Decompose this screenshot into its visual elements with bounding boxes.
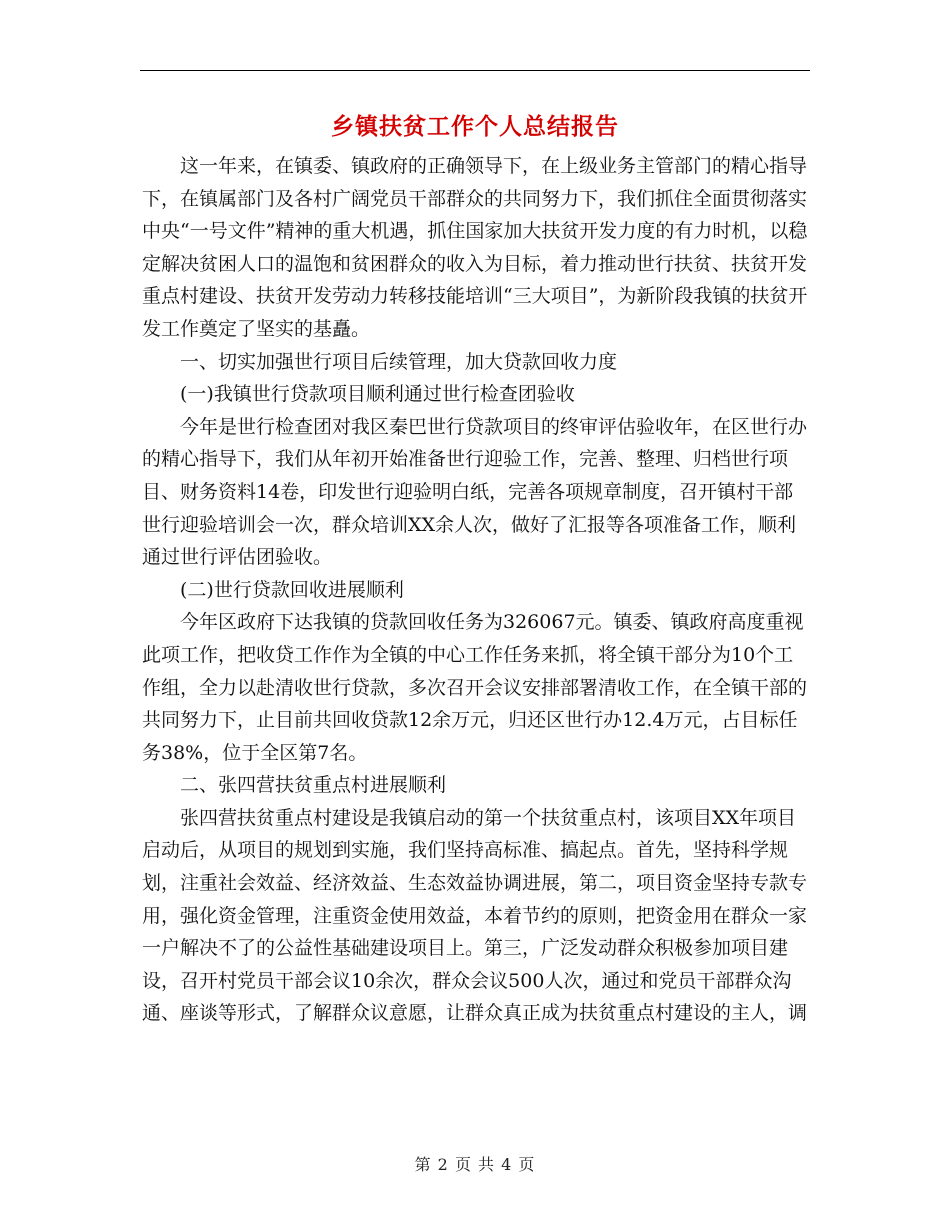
section-heading-2: 二、张四营扶贫重点村进展顺利: [180, 774, 447, 797]
section-heading-1: 一、切实加强世行项目后续管理，加大贷款回收力度: [180, 350, 618, 373]
subsection-heading-1-2: (二)世行贷款回收进展顺利: [180, 578, 404, 601]
page-number: 第 2 页 共 4 页: [414, 1155, 536, 1174]
subsection-heading-1-1: (一)我镇世行贷款项目顺利通过世行检查团验收: [180, 383, 575, 406]
document-body: [142, 150, 810, 1030]
header-rule: [140, 70, 810, 71]
paragraph-world-bank-inspection: 今年是世行检查团对我区秦巴世行贷款项目的终审评估验收年，在区世行办的精心指导下，我们从年初开始准备世行迎验工作，完善、整理、归档世行项目、财务资料14卷，印发世行迎验明白纸，完善各项规章制度，召开镇村干部世行迎验培训会一次，群众培训XX余人次，做好了汇报等各项准备工作，顺利通过世行评估团验收。: [142, 415, 808, 569]
document-title: 乡镇扶贫工作个人总结报告: [331, 114, 619, 140]
paragraph-loan-recovery: 今年区政府下达我镇的贷款回收任务为326067元。镇委、镇政府高度重视此项工作，把收贷工作作为全镇的中心工作任务来抓，将全镇干部分为10个工作组，全力以赴清收世行贷款，多次召开会议安排部署清收工作，在全镇干部的共同努力下，止目前共回收贷款12余万元，归还区世行办12.4万元，占目标任务38%，位于全区第7名。: [142, 611, 808, 764]
paragraph-key-village: 张四营扶贫重点村建设是我镇启动的第一个扶贫重点村，该项目XX年项目启动后，从项目的规划到实施，我们坚持高标准、搞起点。首先，坚持科学规划，注重社会效益、经济效益、生态效益协调进展，第二，项目资金坚持专款专用，强化资金管理，注重资金使用效益，本着节约的原则，把资金用在群众一家一户解决不了的公益性基础建设项目上。第三，广泛发动群众积极参加项目建设，召开村党员干部会议10余次，群众会议500人次，通过和党员干部群众沟通、座谈等形式，了解群众议意愿，让群众真正成为扶贫重点村建设的主人，调: [142, 806, 808, 1025]
paragraph-intro: 这一年来，在镇委、镇政府的正确领导下，在上级业务主管部门的精心指导下，在镇属部门及各村广阔党员干部群众的共同努力下，我们抓住全面贯彻落实中央“一号文件”精神的重大机遇，抓住国家加大扶贫开发力度的有力时机，以稳定解决贫困人口的温饱和贫困群众的收入为目标，着力推动世行扶贫、扶贫开发重点村建设、扶贫开发劳动力转移技能培训“三大项目”，为新阶段我镇的扶贫开发工作奠定了坚实的基矗。: [142, 155, 808, 340]
